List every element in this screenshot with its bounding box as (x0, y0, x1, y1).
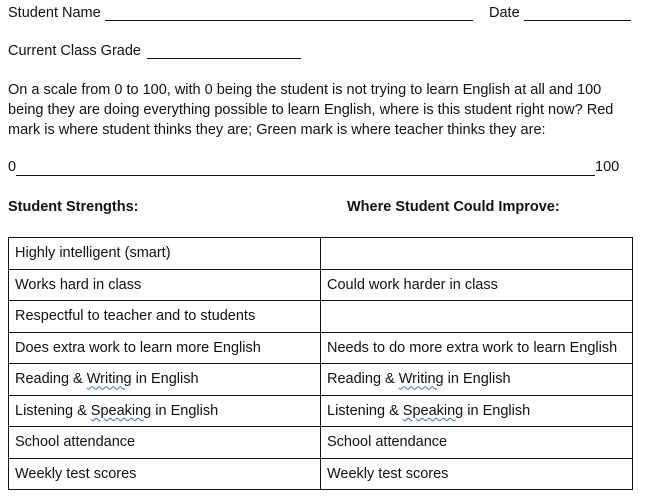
improve-cell[interactable] (321, 395, 633, 427)
improve-heading: Where Student Could Improve: (347, 199, 560, 215)
spellcheck-word: Writing (86, 371, 132, 388)
cell-text: in English (463, 402, 531, 419)
table-row (9, 269, 633, 301)
scale-line[interactable] (16, 175, 595, 176)
table-row (9, 395, 633, 427)
improve-cell[interactable]: Weekly test scores (321, 458, 633, 490)
strength-cell[interactable]: School attendance (9, 427, 321, 459)
strength-cell[interactable] (9, 395, 321, 427)
cell-text: Reading & (15, 371, 87, 388)
spellcheck-word: Speaking (90, 402, 152, 419)
cell-text: Listening & (15, 402, 91, 419)
table-row (9, 332, 633, 364)
strength-cell[interactable]: Works hard in class (9, 269, 321, 301)
date-label: Date (489, 5, 520, 21)
table-row (9, 427, 633, 459)
improve-cell[interactable]: Needs to do more extra work to learn English (321, 332, 633, 364)
student-name-blank[interactable] (105, 20, 473, 21)
strength-cell[interactable] (9, 364, 321, 396)
class-grade-blank[interactable] (147, 58, 301, 59)
strengths-heading: Student Strengths: (8, 199, 139, 215)
table-row (9, 301, 633, 333)
table-row (9, 458, 633, 490)
date-blank[interactable] (524, 20, 631, 21)
cell-text: in English (443, 371, 511, 388)
strength-cell[interactable]: Weekly test scores (9, 458, 321, 490)
cell-text: in English (131, 371, 199, 388)
improve-cell[interactable] (321, 238, 633, 270)
strengths-improvement-table (8, 237, 633, 490)
instructions-paragraph: On a scale from 0 to 100, with 0 being the student is not trying to learn English at all and 100 being they are doing everything possible to learn English, where is this student right now? Red mark is where student thinks they are; Green mark is where teacher thinks they are: (8, 82, 614, 138)
cell-text: Reading & (327, 371, 399, 388)
strength-cell[interactable]: Highly intelligent (smart) (9, 238, 321, 270)
spellcheck-word: Speaking (402, 402, 464, 419)
improve-cell[interactable]: School attendance (321, 427, 633, 459)
spellcheck-word: Writing (398, 371, 444, 388)
scale-min-label: 0 (8, 159, 17, 175)
cell-text: in English (151, 402, 219, 419)
table-row (9, 238, 633, 270)
student-name-label: Student Name (8, 5, 101, 21)
improve-cell[interactable]: Could work harder in class (321, 269, 633, 301)
strength-cell[interactable]: Respectful to teacher and to students (9, 301, 321, 333)
scale-max-label: 100 (595, 159, 620, 175)
strength-cell[interactable]: Does extra work to learn more English (9, 332, 321, 364)
table-row (9, 364, 633, 396)
improve-cell[interactable] (321, 301, 633, 333)
cell-text: Listening & (327, 402, 403, 419)
improve-cell[interactable] (321, 364, 633, 396)
class-grade-label: Current Class Grade (8, 43, 141, 59)
